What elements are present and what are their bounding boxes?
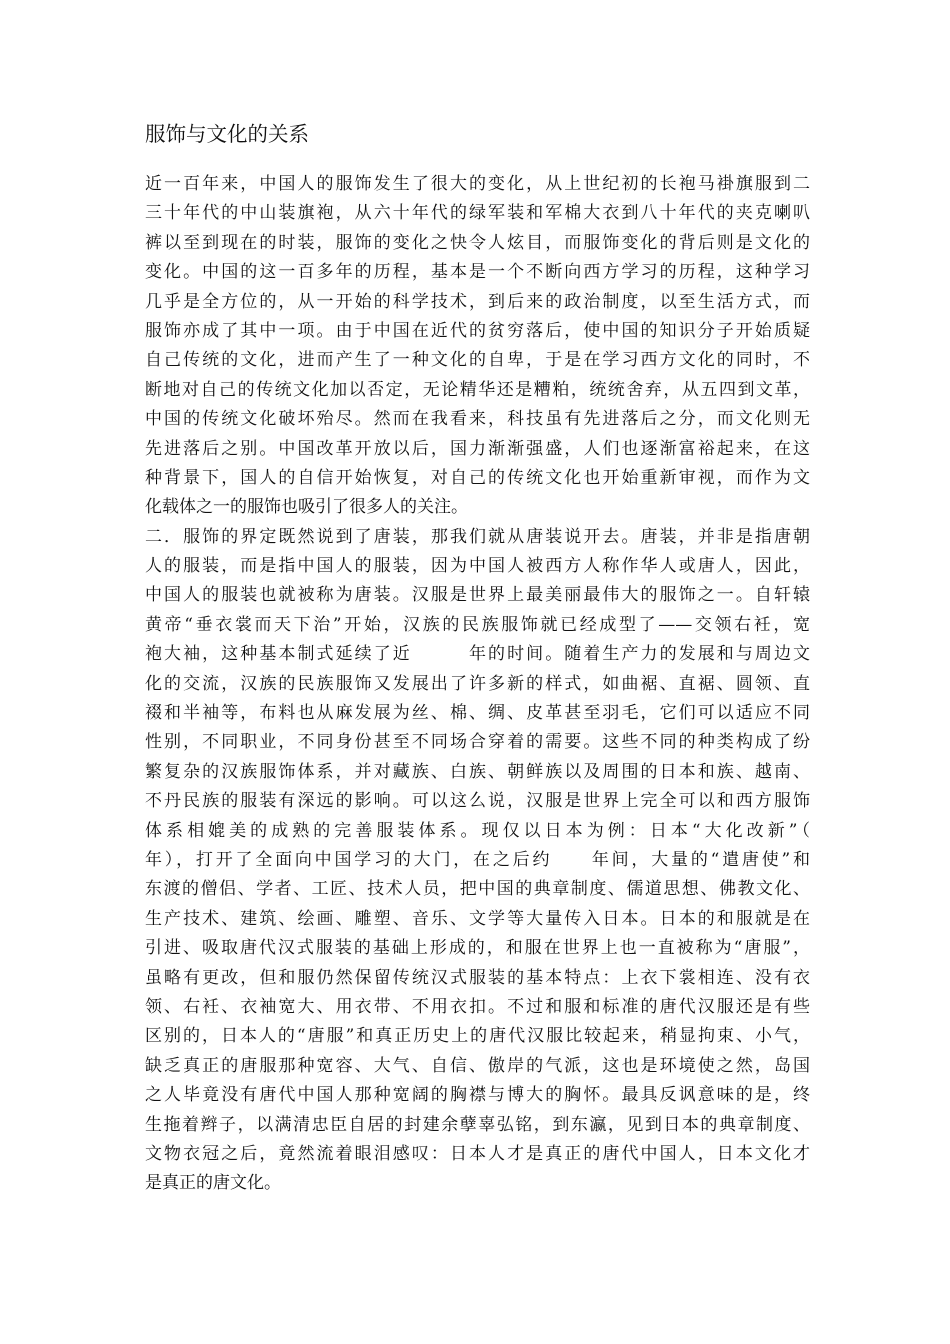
text-line: 东渡的僧侣、学者、工匠、技术人员，把中国的典章制度、儒道思想、佛教文化、 (145, 879, 810, 900)
text-line: 袍大袖，这种基本制式延续了近 年的时间。随着生产力的发展和与周边文 (145, 644, 810, 665)
text-line: 人的服装，而是指中国人的服装，因为中国人被西方人称作华人或唐人，因此， (145, 556, 810, 577)
text-line: 二．服饰的界定既然说到了唐装，那我们就从唐装说开去。唐装，并非是指唐朝 (145, 526, 810, 547)
text-line: 缺乏真正的唐服那种宽容、大气、自信、傲岸的气派，这也是环境使之然，岛国 (145, 1055, 810, 1076)
document-body (145, 170, 844, 1199)
text-line: 变化。中国的这一百多年的历程，基本是一个不断向西方学习的历程，这种学习 (145, 262, 810, 283)
text-line: 年），打开了全面向中国学习的大门，在之后约 年间，大量的“遣唐使”和 (145, 849, 810, 870)
text-line: 几乎是全方位的，从一开始的科学技术，到后来的政治制度，以至生活方式，而 (145, 291, 810, 312)
text-line: 区别的，日本人的“唐服”和真正历史上的唐代汉服比较起来，稍显拘束、小气， (145, 1026, 810, 1047)
text-line: 裰和半袖等，布料也从麻发展为丝、棉、绸、皮革甚至羽毛，它们可以适应不同 (145, 703, 810, 724)
text-line: 繁复杂的汉族服饰体系，并对藏族、白族、朝鲜族以及周围的日本和族、越南、 (145, 761, 810, 782)
text-line: 中国人的服装也就被称为唐装。汉服是世界上最美丽最伟大的服饰之一。自轩辕 (145, 585, 810, 606)
text-line: 黄帝“垂衣裳而天下治”开始，汉族的民族服饰就已经成型了——交领右衽，宽 (145, 614, 810, 635)
text-line: 文物衣冠之后，竟然流着眼泪感叹：日本人才是真正的唐代中国人，日本文化才 (145, 1143, 810, 1164)
text-line: 生拖着辫子，以满清忠臣自居的封建余孽辜弘铭，到东瀛，见到日本的典章制度、 (145, 1114, 810, 1135)
text-line: 虽略有更改，但和服仍然保留传统汉式服装的基本特点：上衣下裳相连、没有衣 (145, 967, 810, 988)
text-line: 不丹民族的服装有深远的影响。可以这么说，汉服是世界上完全可以和西方服饰 (145, 791, 810, 812)
text-line: 化的交流，汉族的民族服饰又发展出了许多新的样式，如曲裾、直裾、圆领、直 (145, 673, 810, 694)
text-line: 之人毕竟没有唐代中国人那种宽阔的胸襟与博大的胸怀。最具反讽意味的是，终 (145, 1085, 810, 1106)
text-line: 体系相媲美的成熟的完善服装体系。现仅以日本为例：日本“大化改新”（ (145, 820, 844, 841)
paragraph-1 (145, 170, 810, 523)
text-line: 引进、吸取唐代汉式服装的基础上形成的，和服在世界上也一直被称为“唐服”， (145, 938, 810, 959)
text-line: 中国的传统文化破坏殆尽。然而在我看来，科技虽有先进落后之分，而文化则无 (145, 409, 810, 430)
text-line: 先进落后之别。中国改革开放以后，国力渐渐强盛，人们也逐渐富裕起来，在这 (145, 438, 810, 459)
text-line: 近一百年来，中国人的服饰发生了很大的变化，从上世纪初的长袍马褂旗服到二 (145, 174, 810, 194)
text-line: 三十年代的中山装旗袍，从六十年代的绿军装和军棉大衣到八十年代的夹克喇叭 (145, 203, 810, 224)
text-line: 领、右衽、衣袖宽大、用衣带、不用衣扣。不过和服和标准的唐代汉服还是有些 (145, 996, 810, 1017)
text-line: 服饰亦成了其中一项。由于中国在近代的贫穷落后，使中国的知识分子开始质疑 (145, 320, 810, 341)
text-line: 是真正的唐文化。 (145, 1173, 281, 1194)
text-line: 化载体之一的服饰也吸引了很多人的关注。 (145, 497, 468, 518)
text-line: 生产技术、建筑、绘画、雕塑、音乐、文学等大量传入日本。日本的和服就是在 (145, 908, 810, 929)
paragraph-2 (145, 523, 844, 1199)
text-line: 性别，不同职业，不同身份甚至不同场合穿着的需要。这些不同的种类构成了纷 (145, 732, 810, 753)
text-line: 自己传统的文化，进而产生了一种文化的自卑，于是在学习西方文化的同时，不 (145, 350, 810, 371)
document-page (145, 118, 844, 1199)
text-line: 断地对自己的传统文化加以否定，无论精华还是糟粕，统统舍弃，从五四到文革， (145, 379, 810, 400)
text-line: 裤以至到现在的时装，服饰的变化之快令人炫目，而服饰变化的背后则是文化的 (145, 232, 810, 253)
document-title: 服饰与文化的关系 (145, 122, 309, 146)
text-line: 种背景下，国人的自信开始恢复，对自己的传统文化也开始重新审视，而作为文 (145, 467, 810, 488)
